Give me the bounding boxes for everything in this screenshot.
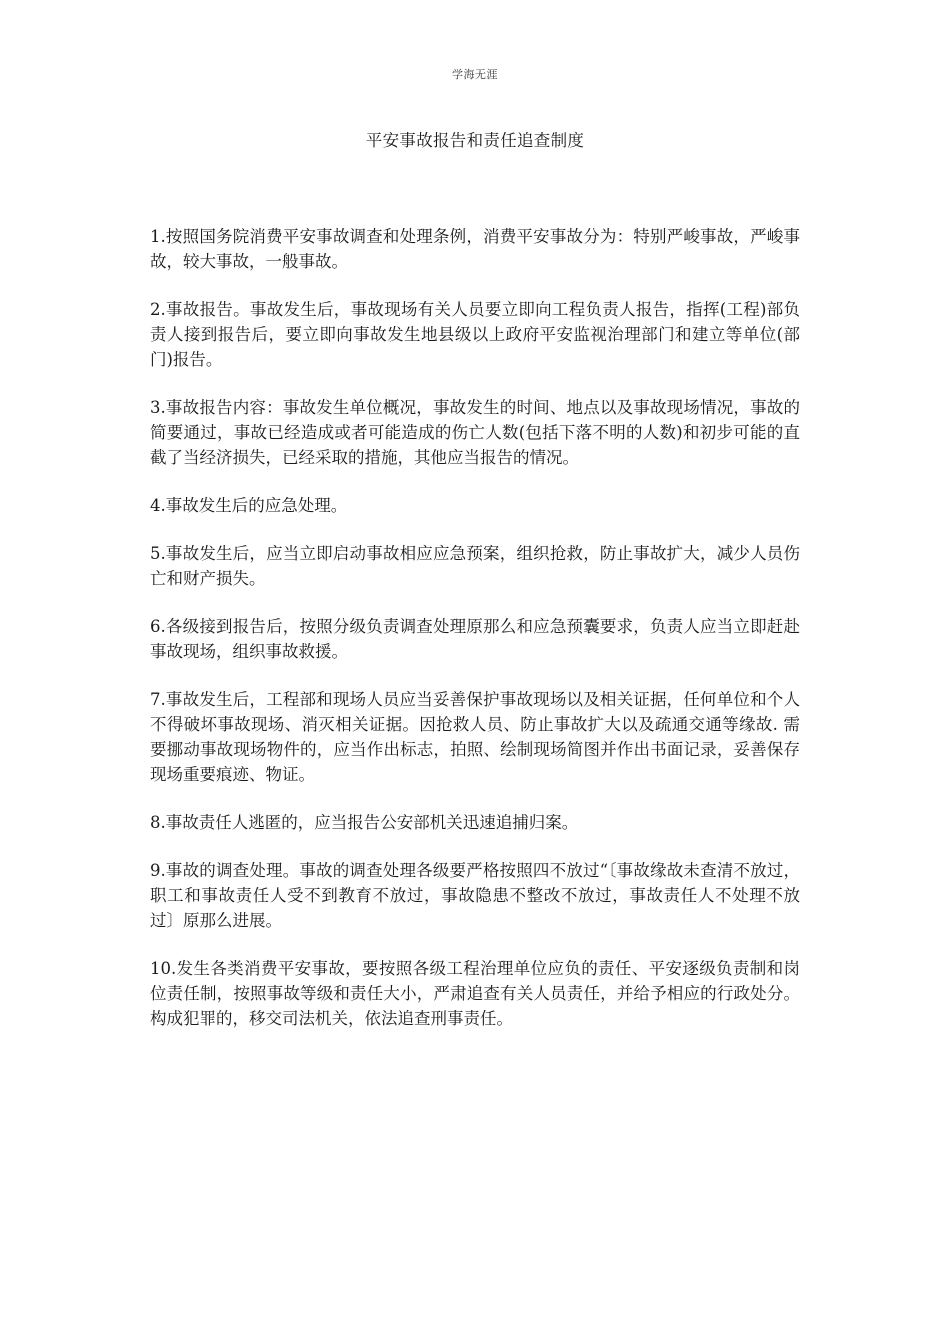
paragraph-4: 4.事故发生后的应急处理。 bbox=[150, 496, 348, 515]
document-body bbox=[150, 224, 800, 1054]
paragraph-10: 10.发生各类消费平安事故，要按照各级工程治理单位应负的责任、平安逐级负责制和岗位责任制，按照事故等级和责任大小，严肃追查有关人员责任，并给予相应的行政处分。构成犯罪的，移交司法机关，依法追查刑事责任。 bbox=[150, 959, 800, 1028]
paragraph-8: 8.事故责任人逃匿的，应当报告公安部机关迅速追捕归案。 bbox=[150, 813, 579, 832]
page-header-watermark: 学海无涯 bbox=[452, 68, 498, 81]
paragraph-6: 6.各级接到报告后，按照分级负责调查处理原那么和应急预囊要求，负责人应当立即赶赴事故现场，组织事故救援。 bbox=[150, 617, 800, 661]
paragraph-1: 1.按照国务院消费平安事故调查和处理条例，消费平安事故分为：特别严峻事故，严峻事故，较大事故，一般事故。 bbox=[150, 227, 800, 271]
paragraph-9: 9.事故的调查处理。事故的调查处理各级要严格按照四不放过“〔事故缘故未查清不放过，职工和事故责任人受不到教育不放过，事故隐患不整改不放过，事故责任人不处理不放过〕原那么进展。 bbox=[150, 861, 800, 930]
paragraph-2: 2.事故报告。事故发生后，事故现场有关人员要立即向工程负责人报告，指挥(工程)部负责人接到报告后，要立即向事故发生地县级以上政府平安监视治理部门和建立等单位(部门)报告。 bbox=[150, 300, 800, 369]
paragraph-5: 5.事故发生后，应当立即启动事故相应应急预案，组织抢救，防止事故扩大，减少人员伤亡和财产损失。 bbox=[150, 544, 800, 588]
paragraph-7: 7.事故发生后，工程部和现场人员应当妥善保护事故现场以及相关证据，任何单位和个人不得破坏事故现场、消灭相关证据。因抢救人员、防止事故扩大以及疏通交通等缘故. 需要挪动事故现场物件的，应当作出标志，拍照、绘制现场简图并作出书面记录，妥善保存现场重要痕迹、物证。 bbox=[150, 690, 800, 784]
paragraph-3: 3.事故报告内容：事故发生单位概况，事故发生的时间、地点以及事故现场情况，事故的简要通过，事故已经造成或者可能造成的伤亡人数(包括下落不明的人数)和初步可能的直截了当经济损失，已经采取的措施，其他应当报告的情况。 bbox=[150, 398, 800, 467]
document-title: 平安事故报告和责任追查制度 bbox=[365, 131, 585, 150]
